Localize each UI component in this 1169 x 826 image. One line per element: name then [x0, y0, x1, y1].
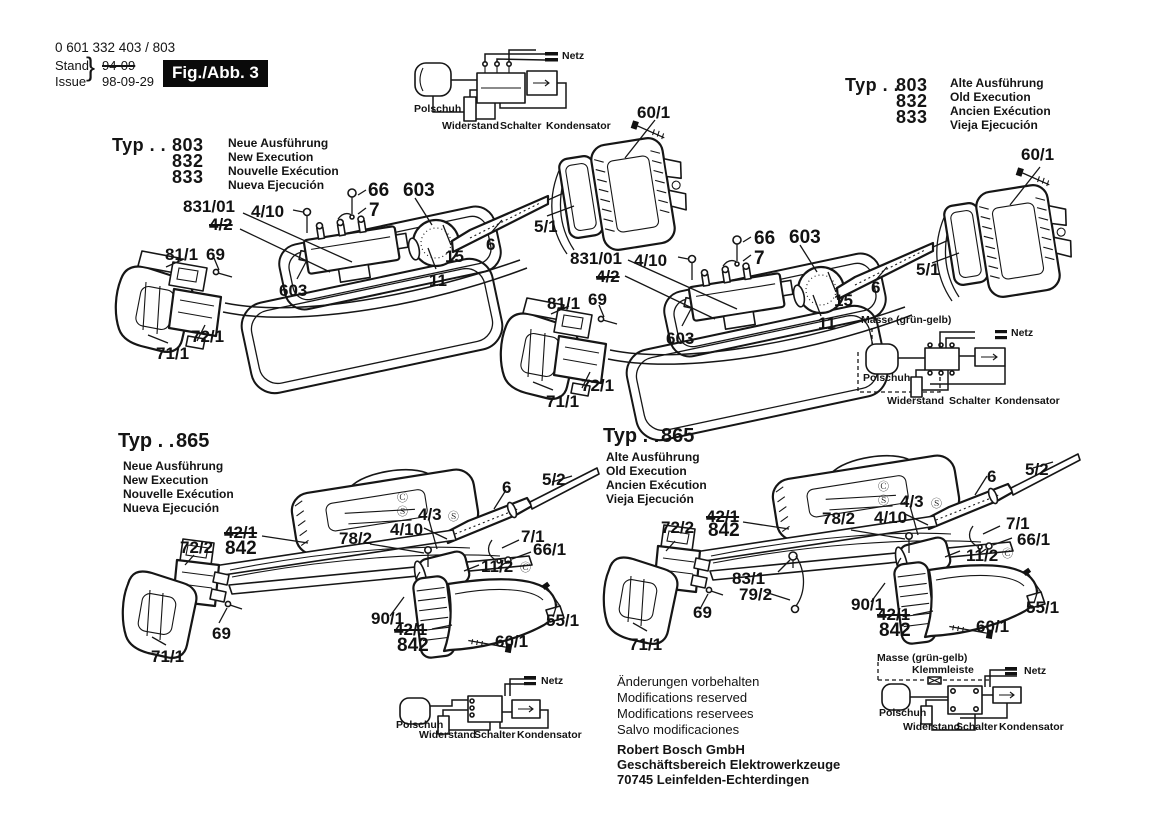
netz-label: Netz — [562, 50, 585, 62]
variant-line: Alte Ausführung — [606, 450, 700, 464]
widerstand-label: Widerstand — [887, 395, 945, 407]
kondensator-label: Kondensator — [546, 120, 611, 132]
part-callout-5-2: 5/2 — [1025, 460, 1049, 479]
model-number: 865 — [661, 425, 695, 447]
part-callout-11-2: 11/2 — [966, 546, 999, 565]
part-callout-4-3: 4/3 — [900, 492, 924, 511]
kondensator-label: Kondensator — [995, 395, 1060, 407]
model-number: 832 — [896, 91, 928, 111]
part-callout-81-1: 81/1 — [165, 245, 199, 264]
part-callout-6: 6 — [871, 278, 881, 297]
part-callout-83-1: 83/1 — [732, 569, 766, 588]
note-line: Modifications reservees — [617, 706, 754, 721]
part-callout-842: 842 — [879, 620, 911, 641]
schalter-label: Schalter — [956, 721, 998, 733]
part-callout-79-2: 79/2 — [739, 585, 773, 604]
variant-line: New Execution — [228, 150, 314, 164]
part-callout-15: 15 — [445, 247, 464, 266]
schalter-label: Schalter — [949, 395, 991, 407]
variant-line: New Execution — [123, 473, 209, 487]
variant-line: Vieja Ejecución — [606, 492, 694, 506]
polschuh-label: Polschuh — [414, 103, 462, 115]
variant-line: Alte Ausführung — [950, 76, 1044, 90]
part-callout-55-1: 55/1 — [546, 611, 580, 630]
part-callout-5-1: 5/1 — [916, 260, 940, 279]
part-callout--: Ⓢ — [448, 511, 459, 523]
part-callout-15: 15 — [834, 291, 853, 310]
part-callout-42-1: 42/1 — [706, 507, 740, 526]
model-number: 803 — [896, 75, 928, 95]
part-callout--: Ⓢ — [931, 498, 942, 510]
company-line: 70745 Leinfelden-Echterdingen — [617, 772, 810, 787]
variant-line: Nueva Ejecución — [123, 501, 220, 515]
part-callout-72-1: 72/1 — [581, 376, 615, 395]
netz-label: Netz — [541, 675, 564, 687]
polschuh-label: Polschuh — [863, 372, 911, 384]
part-callout-66-1: 66/1 — [1017, 530, 1051, 549]
model-number: 833 — [896, 107, 928, 127]
part-callout-42-1: 42/1 — [394, 620, 428, 639]
part-callout-4-2: 4/2 — [596, 267, 620, 286]
part-callout-831-01: 831/01 — [570, 249, 622, 268]
company-line: Robert Bosch GmbH — [617, 742, 745, 757]
figure-badge: Fig./Abb. 3 — [163, 60, 268, 87]
widerstand-label: Widerstand — [419, 729, 477, 741]
part-callout-6: 6 — [502, 478, 512, 497]
part-callout-71-1: 71/1 — [151, 647, 185, 666]
part-callout-5-2: 5/2 — [542, 470, 566, 489]
issue-label: Issue — [55, 74, 87, 89]
typ-prefix: Typ . . — [603, 425, 660, 447]
variant-line: Nueva Ejecución — [228, 178, 325, 192]
part-callout--: Ⓢ — [878, 495, 889, 507]
part-callout-71-1: 71/1 — [546, 392, 580, 411]
part-callout-60-1: 60/1 — [1021, 145, 1055, 164]
polschuh-label: Polschuh — [879, 707, 927, 719]
schalter-label: Schalter — [474, 729, 516, 741]
catalog-number: 0 601 332 403 / 803 — [55, 40, 176, 55]
part-callout-5-1: 5/1 — [534, 217, 558, 236]
part-callout-55-1: 55/1 — [1026, 598, 1060, 617]
part-callout-842: 842 — [708, 520, 740, 541]
kondensator-label: Kondensator — [517, 729, 582, 741]
part-callout-6: 6 — [987, 467, 997, 486]
part-callout--: Ⓒ — [878, 481, 889, 493]
variant-line: Vieja Ejecución — [950, 118, 1038, 132]
stand-label: Stand — [55, 58, 89, 73]
company-line: Geschäftsbereich Elektrowerkzeuge — [617, 757, 841, 772]
variant-line: Neue Ausführung — [228, 136, 329, 150]
part-callout-81-1: 81/1 — [547, 294, 581, 313]
part-callout-90-1: 90/1 — [371, 609, 405, 628]
part-callout-60-1: 60/1 — [637, 103, 671, 122]
variant-line: Nouvelle Exécution — [228, 164, 339, 178]
part-callout-4-10: 4/10 — [634, 251, 668, 270]
variant-line: Old Execution — [606, 464, 687, 478]
part-callout-69: 69 — [212, 624, 231, 643]
part-callout-4-10: 4/10 — [874, 508, 908, 527]
part-callout-72-2: 72/2 — [661, 518, 695, 537]
part-callout-603: 603 — [789, 227, 821, 248]
stand-value: 94-09 — [102, 58, 136, 73]
part-callout-42-1: 42/1 — [224, 523, 258, 542]
model-number: 865 — [176, 430, 210, 452]
part-callout-7-1: 7/1 — [1006, 514, 1030, 533]
part-callout-11: 11 — [818, 314, 836, 333]
brace-glyph: } — [86, 52, 96, 82]
model-number: 803 — [172, 135, 204, 155]
note-line: Änderungen vorbehalten — [617, 674, 760, 689]
part-callout-69: 69 — [693, 603, 712, 622]
part-callout-72-1: 72/1 — [191, 327, 225, 346]
typ-prefix: Typ . . — [845, 75, 900, 95]
part-callout-842: 842 — [225, 538, 257, 559]
part-callout-78-2: 78/2 — [339, 529, 373, 548]
netz-label: Netz — [1024, 665, 1047, 677]
note-line: Salvo modificaciones — [617, 722, 740, 737]
note-line: Modifications reserved — [617, 690, 748, 705]
part-callout-6: 6 — [486, 235, 496, 254]
variant-line: Ancien Exécution — [606, 478, 707, 492]
part-callout--: Ⓒ — [397, 492, 408, 504]
widerstand-label: Widerstand — [442, 120, 500, 132]
part-callout-831-01: 831/01 — [183, 197, 235, 216]
part-callout-90-1: 90/1 — [851, 595, 885, 614]
part-callout--: Ⓒ — [520, 562, 531, 574]
part-callout-4-10: 4/10 — [251, 202, 285, 221]
part-callout-603: 603 — [403, 180, 435, 201]
part-callout-603: 603 — [666, 329, 695, 348]
masse-label: Masse (grün-gelb) — [877, 652, 968, 664]
netz-label: Netz — [1011, 327, 1034, 339]
part-callout-78-2: 78/2 — [822, 509, 856, 528]
part-callout-4-2: 4/2 — [209, 215, 233, 234]
part-callout-7-1: 7/1 — [521, 527, 545, 546]
part-callout--: Ⓢ — [397, 506, 408, 518]
part-callout-603: 603 — [279, 281, 308, 300]
part-callout-7: 7 — [369, 200, 380, 221]
part-callout-11-2: 11/2 — [481, 557, 514, 576]
part-callout-4-10: 4/10 — [390, 520, 424, 539]
part-callout-60-1: 60/1 — [495, 632, 529, 651]
variant-line: Ancien Exécution — [950, 104, 1051, 118]
issue-value: 98-09-29 — [102, 74, 155, 89]
part-callout-42-1: 42/1 — [877, 605, 911, 624]
model-number: 833 — [172, 167, 204, 187]
variant-line: Old Execution — [950, 90, 1031, 104]
model-number: 832 — [172, 151, 204, 171]
part-callout-69: 69 — [206, 245, 225, 264]
part-callout-66: 66 — [368, 180, 390, 201]
widerstand-label: Widerstand — [903, 721, 961, 733]
part-callout--: Ⓒ — [1002, 548, 1013, 560]
masse-label: Masse (grün-gelb) — [861, 314, 952, 326]
schalter-label: Schalter — [500, 120, 542, 132]
polschuh-label: Polschuh — [396, 719, 444, 731]
part-callout-66: 66 — [754, 228, 776, 249]
part-callout-7: 7 — [754, 248, 765, 269]
part-callout-71-1: 71/1 — [629, 635, 663, 654]
part-callout-66-1: 66/1 — [533, 540, 567, 559]
part-callout-60-1: 60/1 — [976, 617, 1010, 636]
klemmleiste-label: Klemmleiste — [912, 664, 974, 676]
kondensator-label: Kondensator — [999, 721, 1064, 733]
typ-prefix: Typ . . — [112, 135, 167, 155]
part-callout-69: 69 — [588, 290, 607, 309]
part-callout-71-1: 71/1 — [156, 344, 190, 363]
part-callout-842: 842 — [397, 635, 429, 656]
variant-line: Nouvelle Exécution — [123, 487, 234, 501]
variant-line: Neue Ausführung — [123, 459, 224, 473]
part-callout-11: 11 — [429, 271, 447, 290]
part-callout-72-2: 72/2 — [180, 538, 214, 557]
typ-prefix: Typ . . — [118, 430, 175, 452]
part-callout-4-3: 4/3 — [418, 505, 442, 524]
